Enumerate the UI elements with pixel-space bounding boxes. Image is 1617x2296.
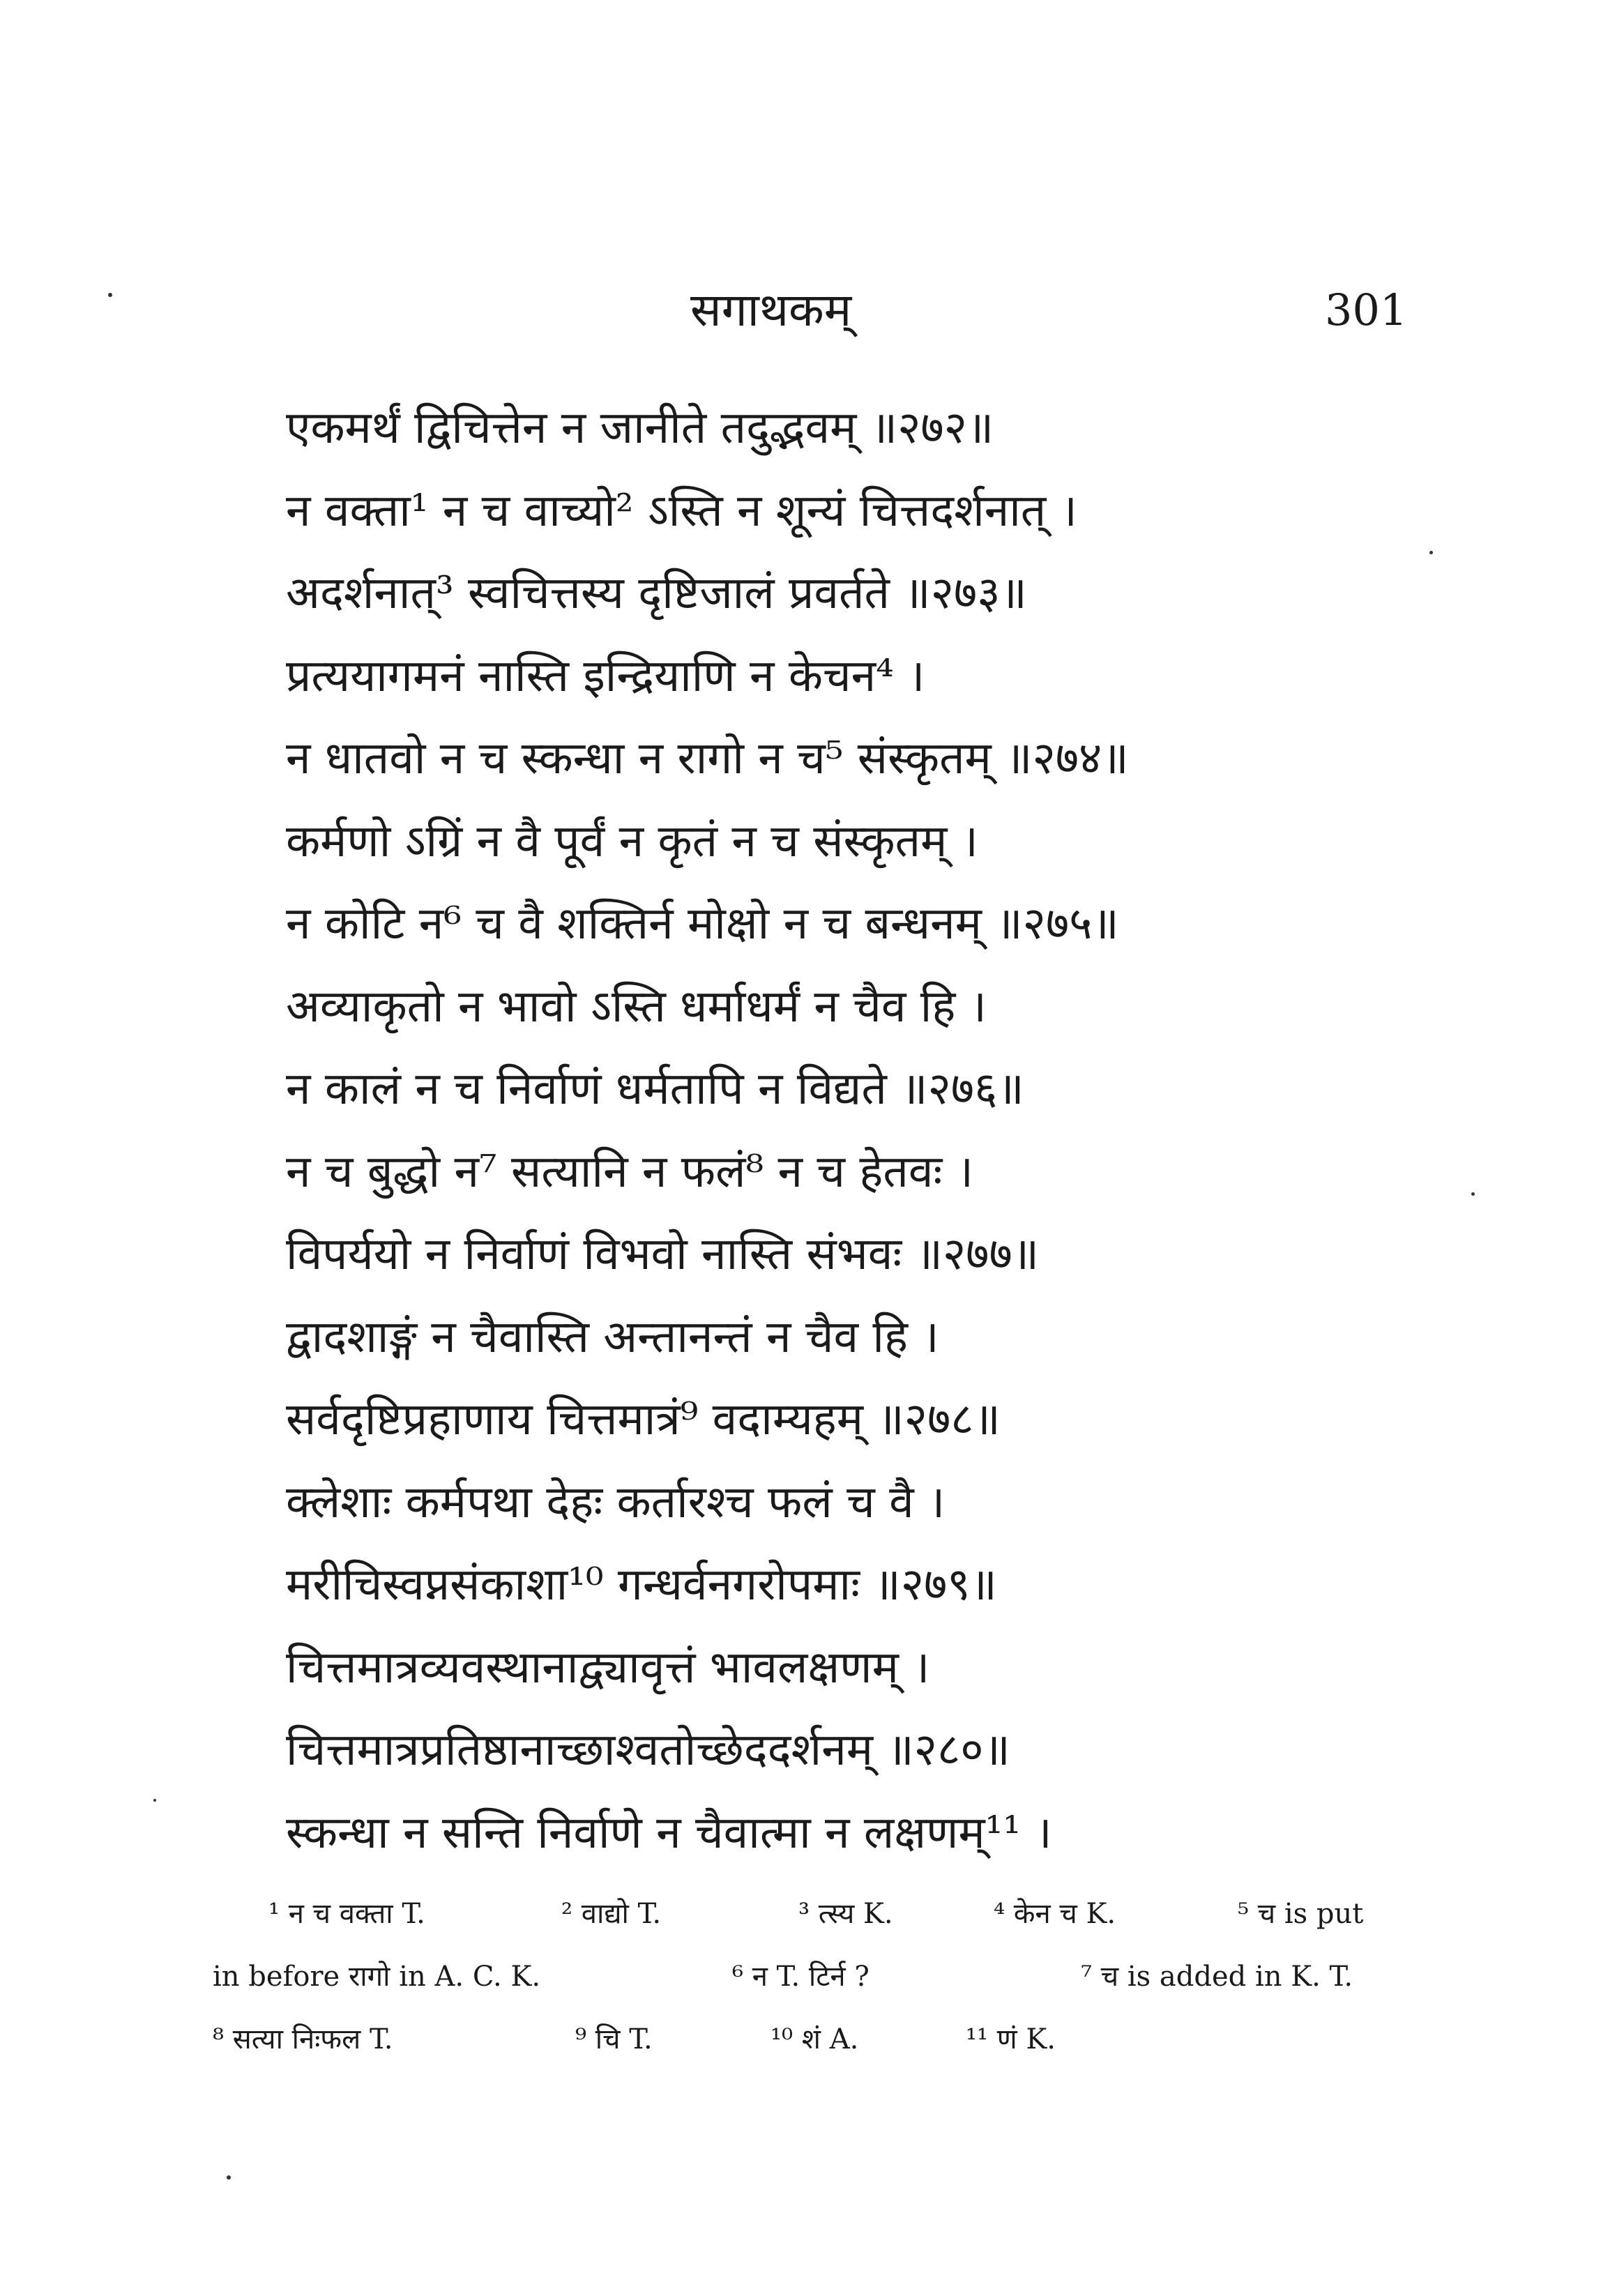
footnote-9: ⁹ चि T. <box>575 2023 653 2055</box>
footnote-row <box>213 2008 1398 2071</box>
verse-line: अदर्शनात्³ स्वचित्तस्य दृष्टिजालं प्रवर्तते ॥२७३॥ <box>286 568 1027 619</box>
scan-speck <box>1471 1192 1475 1196</box>
footnote-8: ⁸ सत्या निःफल T. <box>213 2023 393 2055</box>
verse-block <box>286 387 1402 1874</box>
verse-line: न वक्ता¹ न च वाच्यो² ऽस्ति न शून्यं चित्तदर्शनात् । <box>286 485 1077 537</box>
scan-speck <box>1429 551 1433 554</box>
footnote-11: ¹¹ णं K. <box>966 2023 1056 2055</box>
page-number: 301 <box>1325 284 1408 335</box>
verse-line: द्वादशाङ्गं न चैवास्ति अन्तानन्तं न चैव हि । <box>286 1311 939 1363</box>
footnote-row <box>213 1945 1398 2008</box>
verse-line: स्कन्धा न सन्ति निर्वाणे न चैवात्मा न लक्षणम्¹¹ । <box>286 1807 1052 1859</box>
verse-line: विपर्ययो न निर्वाणं विभवो नास्ति संभवः ॥२७७॥ <box>286 1229 1040 1280</box>
verse-line: न कालं न च निर्वाणं धर्मतापि न विद्यते ॥२७६॥ <box>286 1063 1024 1115</box>
verse-line: एकमर्थं द्विचित्तेन न जानीते तदुद्भवम् ॥२७२॥ <box>286 402 994 454</box>
footnote-6: ⁶ न T. टिर्न ? <box>732 1961 870 1993</box>
footnote-5: ⁵ च is put <box>1238 1898 1364 1930</box>
scan-speck <box>227 2175 231 2180</box>
footnote-4: ⁴ केन च K. <box>994 1898 1116 1930</box>
verse-line: मरीचिस्वप्नसंकाशा¹⁰ गन्धर्वनगरोपमाः ॥२७९॥ <box>286 1559 997 1611</box>
verse-line: चित्तमात्रप्रतिष्ठानाच्छाश्वतोच्छेददर्शनम् ॥२८०॥ <box>286 1724 1010 1776</box>
scan-speck <box>153 1799 156 1802</box>
verse-line: न च बुद्धो न⁷ सत्यानि न फलं⁸ न च हेतवः । <box>286 1146 973 1198</box>
running-title: सगाथकम् <box>690 283 852 337</box>
footnote-1: ¹ न च वक्ता T. <box>268 1898 425 1930</box>
footnote-10: ¹⁰ शं A. <box>770 2023 859 2055</box>
footnote-row <box>213 1883 1398 1945</box>
footnote-3: ³ त्स्य K. <box>798 1898 893 1930</box>
scan-speck <box>108 293 112 297</box>
verse-line: न कोटि न⁶ च वै शक्तिर्न मोक्षो न च बन्धनम् ॥२७५॥ <box>286 898 1119 950</box>
verse-line: चित्तमात्रव्यवस्थानाद्व्यावृत्तं भावलक्षणम् । <box>286 1641 930 1694</box>
footnote-7: ⁷ च is added in K. T. <box>1081 1961 1353 1993</box>
footnote-2: ² वाद्यो T. <box>561 1898 662 1930</box>
footnotes <box>213 1883 1398 2071</box>
verse-line: कर्मणो ऽग्रिं न वै पूर्वं न कृतं न च संस्कृतम् । <box>286 815 978 867</box>
verse-line: सर्वदृष्टिप्रहाणाय चित्तमात्रं⁹ वदाम्यहम् ॥२७८॥ <box>286 1394 1001 1445</box>
page-header <box>0 272 1617 349</box>
verse-line: न धातवो न च स्कन्धा न रागो न च⁵ संस्कृतम् ॥२७४॥ <box>286 733 1129 784</box>
footnote-5-continued: in before रागो in A. C. K. <box>213 1961 541 1993</box>
verse-line: क्लेशाः कर्मपथा देहः कर्तारश्च फलं च वै । <box>286 1476 946 1528</box>
verse-line: अव्याकृतो न भावो ऽस्ति धर्माधर्मं न चैव हि । <box>286 980 987 1033</box>
verse-line: प्रत्ययागमनं नास्ति इन्द्रियाणि न केचन⁴ । <box>286 650 925 702</box>
